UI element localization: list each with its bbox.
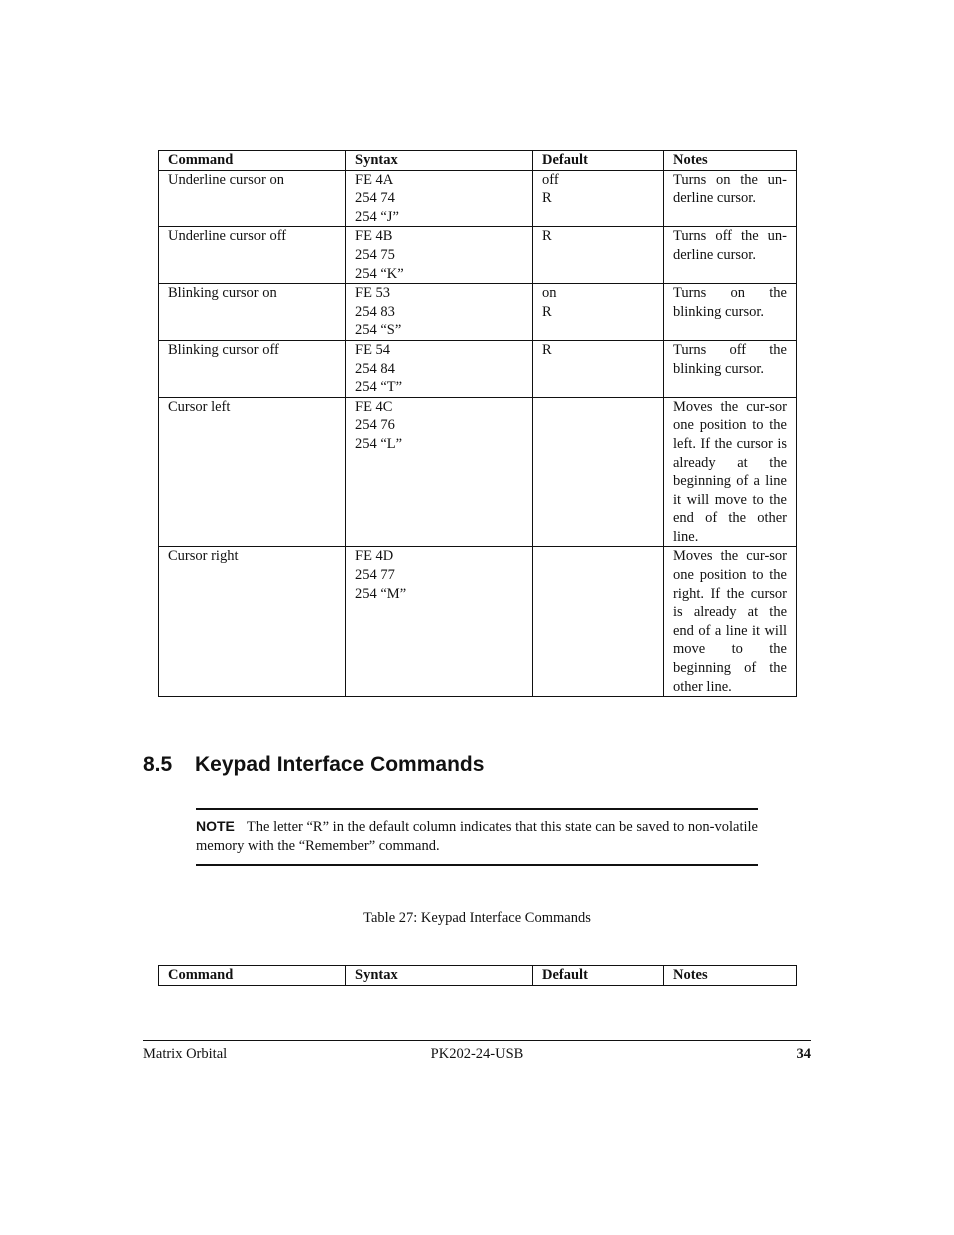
header-syntax: Syntax bbox=[346, 151, 533, 171]
default-line: R bbox=[542, 228, 552, 245]
syntax-cell bbox=[346, 340, 533, 397]
syntax-line: FE 4B bbox=[355, 228, 393, 245]
default-cell bbox=[533, 397, 664, 547]
default-line: off bbox=[542, 171, 559, 188]
syntax-line: 254 “T” bbox=[355, 379, 403, 396]
syntax-line: 254 “L” bbox=[355, 435, 403, 452]
syntax-line: 254 74 bbox=[355, 190, 395, 207]
default-cell bbox=[533, 340, 664, 397]
default-cell bbox=[533, 547, 664, 697]
syntax-line: 254 75 bbox=[355, 246, 395, 263]
notes-cell: Moves the cur-sor one position to the left. If the cursor is already at the beginning of a line it will move to the end of the other line. bbox=[664, 397, 797, 547]
syntax-line: 254 84 bbox=[355, 360, 395, 377]
syntax-line: 254 76 bbox=[355, 417, 395, 434]
default-cell bbox=[533, 284, 664, 341]
notes-cell: Turns off the un-derline cursor. bbox=[664, 227, 797, 284]
table-row bbox=[159, 227, 797, 284]
syntax-line: 254 “M” bbox=[355, 585, 407, 602]
note-label: NOTE bbox=[196, 818, 235, 834]
command-cell: Underline cursor off bbox=[159, 227, 346, 284]
default-cell bbox=[533, 170, 664, 227]
syntax-line: FE 4C bbox=[355, 398, 393, 415]
syntax-line: FE 4A bbox=[355, 171, 394, 188]
syntax-line: FE 53 bbox=[355, 285, 391, 302]
header-notes: Notes bbox=[664, 966, 797, 986]
table-row bbox=[159, 284, 797, 341]
footer-product: PK202-24-USB bbox=[430, 1046, 524, 1062]
syntax-cell bbox=[346, 227, 533, 284]
default-line: R bbox=[542, 190, 552, 207]
header-default: Default bbox=[533, 966, 664, 986]
syntax-cell bbox=[346, 397, 533, 547]
table-header-row bbox=[159, 966, 797, 986]
default-line: R bbox=[542, 303, 552, 320]
syntax-line: FE 4D bbox=[355, 548, 394, 565]
commands-table bbox=[158, 150, 797, 697]
command-cell: Underline cursor on bbox=[159, 170, 346, 227]
command-cell: Cursor right bbox=[159, 547, 346, 697]
page-footer bbox=[143, 1040, 811, 1068]
note-text: The letter “R” in the default column indicates that this state can be saved to non-volatile memory with the “Remember” command. bbox=[196, 819, 758, 854]
table-row bbox=[159, 547, 797, 697]
command-cell: Blinking cursor off bbox=[159, 340, 346, 397]
syntax-line: 254 “S” bbox=[355, 322, 402, 339]
section-heading bbox=[143, 753, 484, 777]
footer-company: Matrix Orbital bbox=[143, 1046, 228, 1062]
command-cell: Cursor left bbox=[159, 397, 346, 547]
syntax-line: FE 54 bbox=[355, 341, 391, 358]
header-default: Default bbox=[533, 151, 664, 171]
header-notes: Notes bbox=[664, 151, 797, 171]
table-caption: Table 27: Keypad Interface Commands bbox=[363, 910, 591, 926]
notes-cell: Moves the cur-sor one position to the right. If the cursor is already at the end of a line it will move to the beginning of the other line. bbox=[664, 547, 797, 697]
table-row bbox=[159, 170, 797, 227]
table-row bbox=[159, 340, 797, 397]
header-syntax: Syntax bbox=[346, 966, 533, 986]
default-line: R bbox=[542, 341, 552, 358]
notes-cell: Turns on the blinking cursor. bbox=[664, 284, 797, 341]
header-command: Command bbox=[159, 966, 346, 986]
syntax-line: 254 83 bbox=[355, 303, 395, 320]
keypad-commands-table bbox=[158, 965, 797, 986]
syntax-cell bbox=[346, 284, 533, 341]
section-number: 8.5 bbox=[143, 753, 173, 776]
default-cell bbox=[533, 227, 664, 284]
syntax-line: 254 “J” bbox=[355, 208, 399, 225]
page-number: 34 bbox=[796, 1046, 811, 1062]
syntax-cell bbox=[346, 547, 533, 697]
default-line: on bbox=[542, 285, 557, 302]
syntax-line: 254 “K” bbox=[355, 265, 404, 282]
header-command: Command bbox=[159, 151, 346, 171]
section-title: Keypad Interface Commands bbox=[195, 753, 485, 776]
command-cell: Blinking cursor on bbox=[159, 284, 346, 341]
syntax-cell bbox=[346, 170, 533, 227]
syntax-line: 254 77 bbox=[355, 567, 395, 584]
notes-cell: Turns on the un-derline cursor. bbox=[664, 170, 797, 227]
notes-cell: Turns off the blinking cursor. bbox=[664, 340, 797, 397]
note-box bbox=[196, 808, 758, 866]
table-row bbox=[159, 397, 797, 547]
table-header-row bbox=[159, 151, 797, 171]
